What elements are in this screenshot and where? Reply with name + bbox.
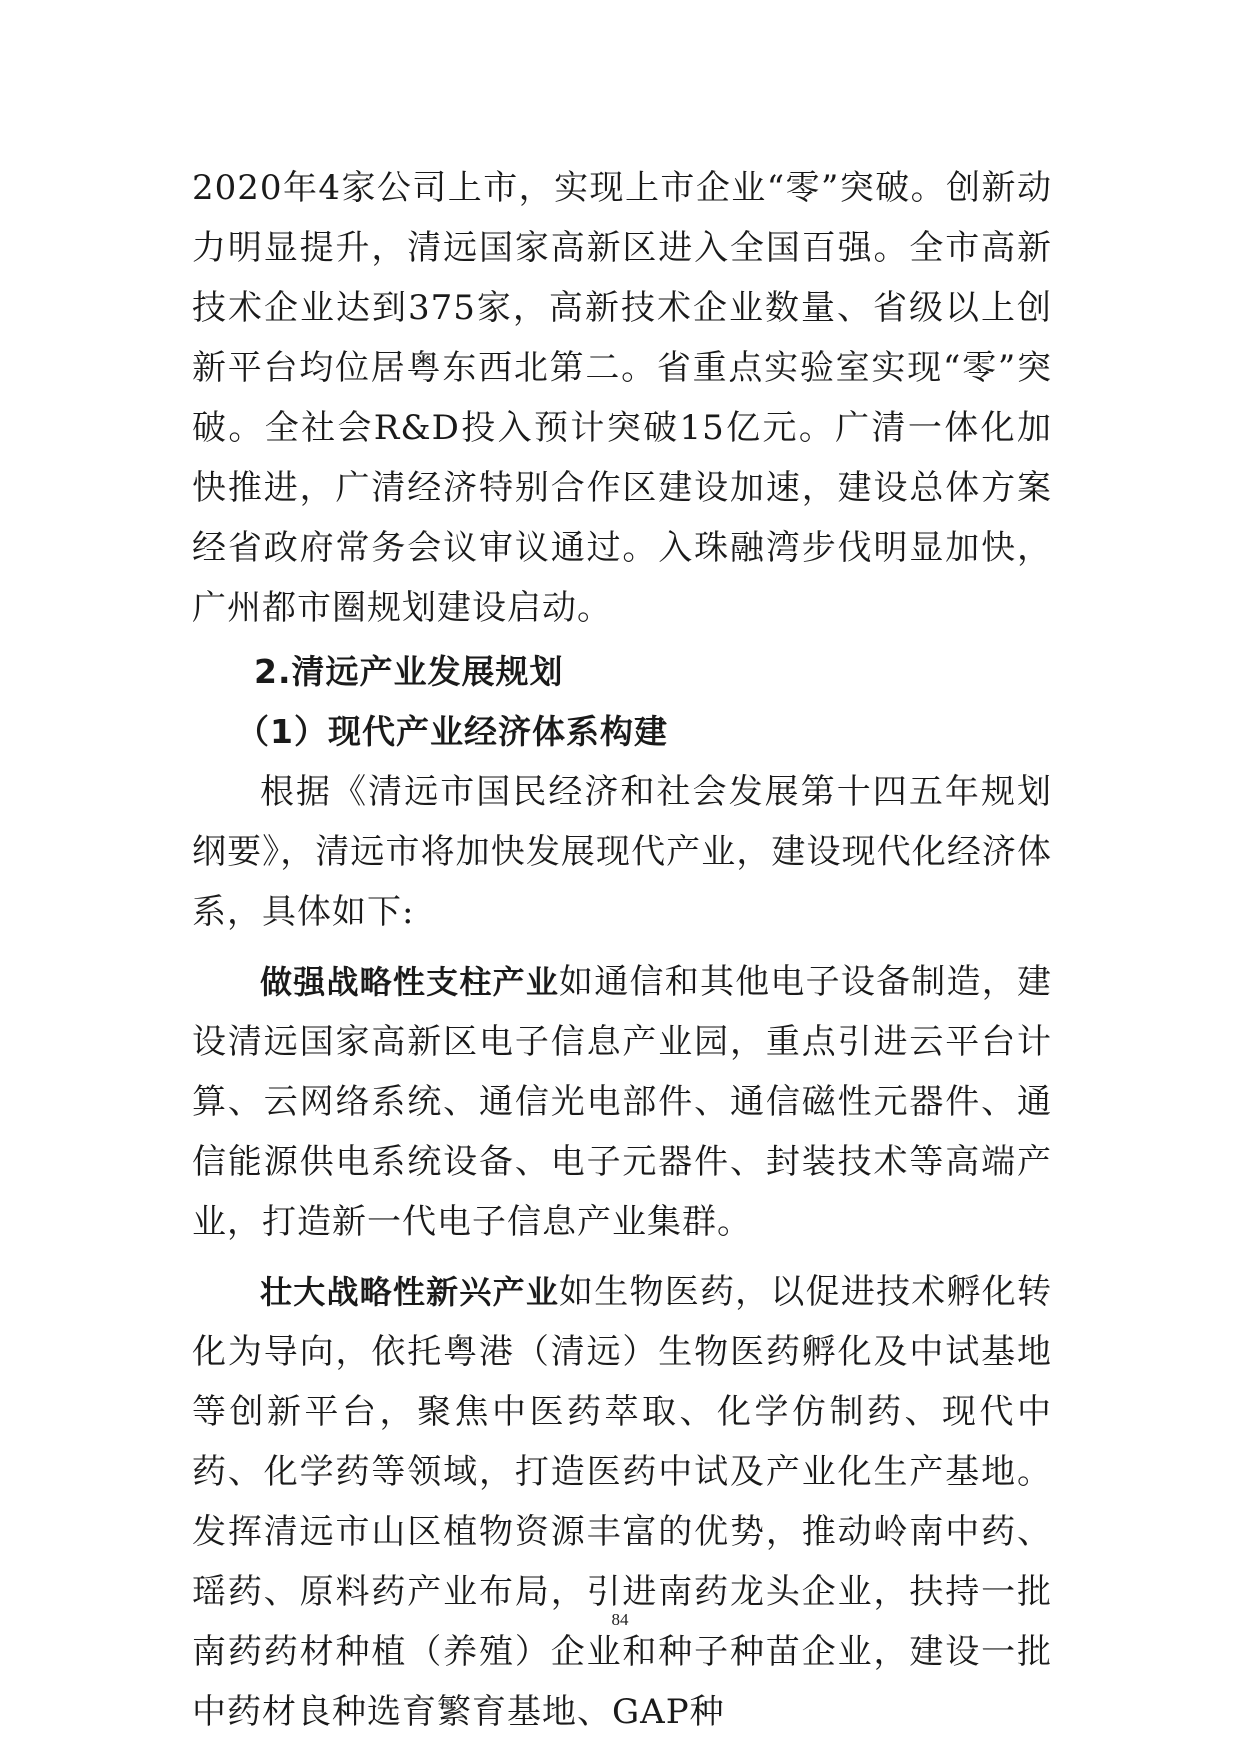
paragraph-emerging-industry: [192, 1262, 1052, 1742]
page-number: 84: [611, 1610, 629, 1629]
subsection-heading-modern-industry: （1）现代产业经济体系构建: [236, 712, 668, 751]
paragraph-development-summary: 2020年4家公司上市，实现上市企业“零”突破。创新动力明显提升，清远国家高新区进入全国百强。全市高新技术企业达到375家，高新技术企业数量、省级以上创新平台均位居粤东西北第二。省重点实验室实现“零”突破。全社会R&D投入预计突破15亿元。广清一体化加快推进，广清经济特别合作区建设加速，建设总体方案经省政府常务会议审议通过。入珠融湾步伐明显加快，广州都市圈规划建设启动。: [192, 168, 1052, 628]
emerging-industry-lead: 壮大战略性新兴产业: [260, 1273, 560, 1311]
pillar-industry-body: 如通信和其他电子设备制造，建设清远国家高新区电子信息产业园，重点引进云平台计算、云网络系统、通信光电部件、通信磁性元器件、通信能源供电系统设备、电子元器件、封装技术等高端产业，打造新一代电子信息产业集群。: [192, 962, 1052, 1242]
emerging-industry-body: 如生物医药，以促进技术孵化转化为导向，依托粤港（清远）生物医药孵化及中试基地等创新平台，聚焦中医药萃取、化学仿制药、现代中药、化学药等领域，打造医药中试及产业化生产基地。发挥清远市山区植物资源丰富的优势，推动岭南中药、瑶药、原料药产业布局，引进南药龙头企业，扶持一批南药药材种植（养殖）企业和种子种苗企业，建设一批中药材良种选育繁育基地、GAP种: [192, 1272, 1052, 1732]
pillar-industry-lead: 做强战略性支柱产业: [260, 963, 560, 1001]
document-body: [192, 158, 1052, 1742]
paragraph-pillar-industry: [192, 952, 1052, 1252]
section-heading-industry-plan: 2.清远产业发展规划: [254, 652, 564, 691]
paragraph-plan-source: 根据《清远市国民经济和社会发展第十四五年规划纲要》，清远市将加快发展现代产业，建设现代化经济体系，具体如下:: [192, 772, 1052, 932]
